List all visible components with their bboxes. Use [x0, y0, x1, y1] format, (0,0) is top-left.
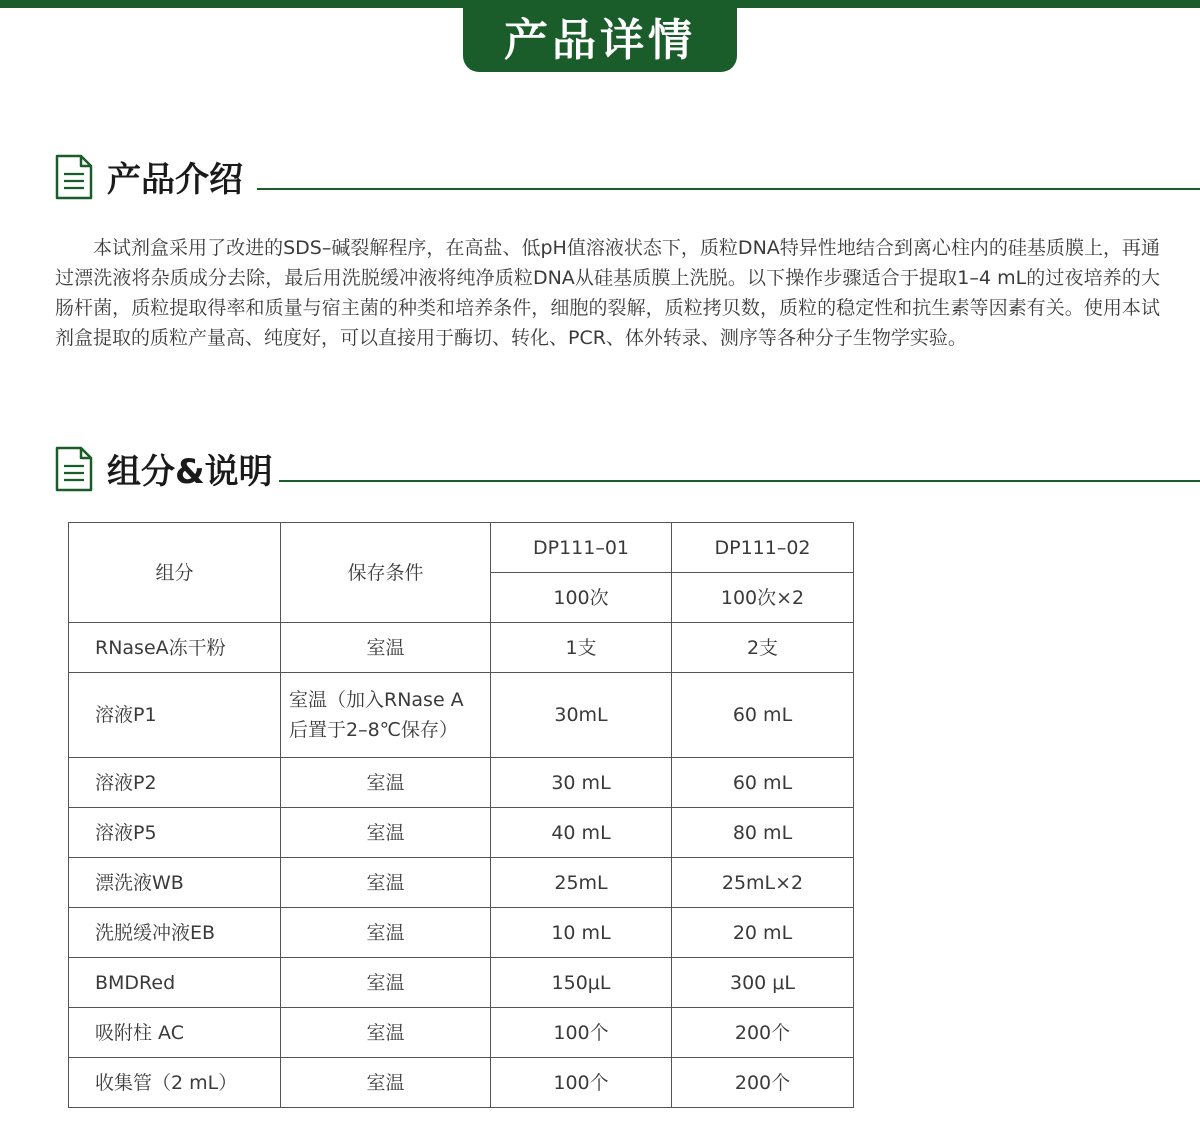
storage-condition: 室温	[281, 1058, 491, 1108]
quantity-sku-1: 30mL	[491, 673, 672, 758]
header-sku-1: DP111–01	[491, 523, 672, 573]
section-divider-components	[279, 480, 1200, 482]
quantity-sku-2: 60 mL	[672, 758, 854, 808]
header-component: 组分	[69, 523, 281, 623]
component-name: 吸附柱 AC	[69, 1008, 281, 1058]
document-icon	[55, 154, 93, 200]
component-name: 漂洗液WB	[69, 858, 281, 908]
header-sku-2: DP111–02	[672, 523, 854, 573]
table-row	[69, 1008, 854, 1058]
storage-condition: 室温	[281, 858, 491, 908]
quantity-sku-1: 25mL	[491, 858, 672, 908]
quantity-sku-1: 10 mL	[491, 908, 672, 958]
table-row	[69, 673, 854, 758]
quantity-sku-2: 80 mL	[672, 808, 854, 858]
section-divider-intro	[257, 188, 1200, 190]
storage-condition: 室温	[281, 1008, 491, 1058]
section-title-intro: 产品介绍	[107, 160, 243, 200]
section-header-intro	[55, 148, 1200, 204]
storage-condition: 室温	[281, 808, 491, 858]
quantity-sku-2: 200个	[672, 1058, 854, 1108]
storage-condition: 室温	[281, 623, 491, 673]
section-header-components	[55, 440, 1200, 496]
quantity-sku-1: 40 mL	[491, 808, 672, 858]
table-row	[69, 758, 854, 808]
quantity-sku-1: 100个	[491, 1058, 672, 1108]
component-name: 溶液P2	[69, 758, 281, 808]
header-size-2: 100次×2	[672, 573, 854, 623]
component-name: BMDRed	[69, 958, 281, 1008]
header-size-1: 100次	[491, 573, 672, 623]
component-name: RNaseA冻干粉	[69, 623, 281, 673]
quantity-sku-1: 150μL	[491, 958, 672, 1008]
table-row	[69, 908, 854, 958]
quantity-sku-2: 60 mL	[672, 673, 854, 758]
storage-condition: 室温	[281, 758, 491, 808]
table-header-row	[69, 523, 854, 573]
quantity-sku-1: 100个	[491, 1008, 672, 1058]
header-storage: 保存条件	[281, 523, 491, 623]
component-name: 收集管（2 mL）	[69, 1058, 281, 1108]
storage-condition: 室温	[281, 958, 491, 1008]
quantity-sku-1: 1支	[491, 623, 672, 673]
section-title-components: 组分&说明	[107, 452, 273, 492]
quantity-sku-2: 20 mL	[672, 908, 854, 958]
page-title: 产品详情	[504, 15, 696, 66]
page-title-tab	[463, 0, 737, 72]
quantity-sku-2: 2支	[672, 623, 854, 673]
component-name: 溶液P1	[69, 673, 281, 758]
intro-paragraph: 本试剂盒采用了改进的SDS–碱裂解程序，在高盐、低pH值溶液状态下，质粒DNA特异性地结合到离心柱内的硅基质膜上，再通过漂洗液将杂质成分去除，最后用洗脱缓冲液将纯净质粒DNA从硅基质膜上洗脱。以下操作步骤适合于提取1–4 mL的过夜培养的大肠杆菌，质粒提取得率和质量与宿主菌的种类和培养条件，细胞的裂解，质粒拷贝数，质粒的稳定性和抗生素等因素有关。使用本试剂盒提取的质粒产量高、纯度好，可以直接用于酶切、转化、PCR、体外转录、测序等各种分子生物学实验。	[55, 237, 1160, 349]
table-row	[69, 958, 854, 1008]
component-name: 洗脱缓冲液EB	[69, 908, 281, 958]
quantity-sku-1: 30 mL	[491, 758, 672, 808]
table-row	[69, 623, 854, 673]
storage-condition: 室温（加入RNase A后置于2–8℃保存）	[281, 673, 491, 758]
quantity-sku-2: 25mL×2	[672, 858, 854, 908]
document-icon	[55, 446, 93, 492]
table-row	[69, 858, 854, 908]
table-row	[69, 808, 854, 858]
components-table	[68, 522, 854, 1108]
storage-condition: 室温	[281, 908, 491, 958]
quantity-sku-2: 200个	[672, 1008, 854, 1058]
table-row	[69, 1058, 854, 1108]
component-name: 溶液P5	[69, 808, 281, 858]
quantity-sku-2: 300 μL	[672, 958, 854, 1008]
